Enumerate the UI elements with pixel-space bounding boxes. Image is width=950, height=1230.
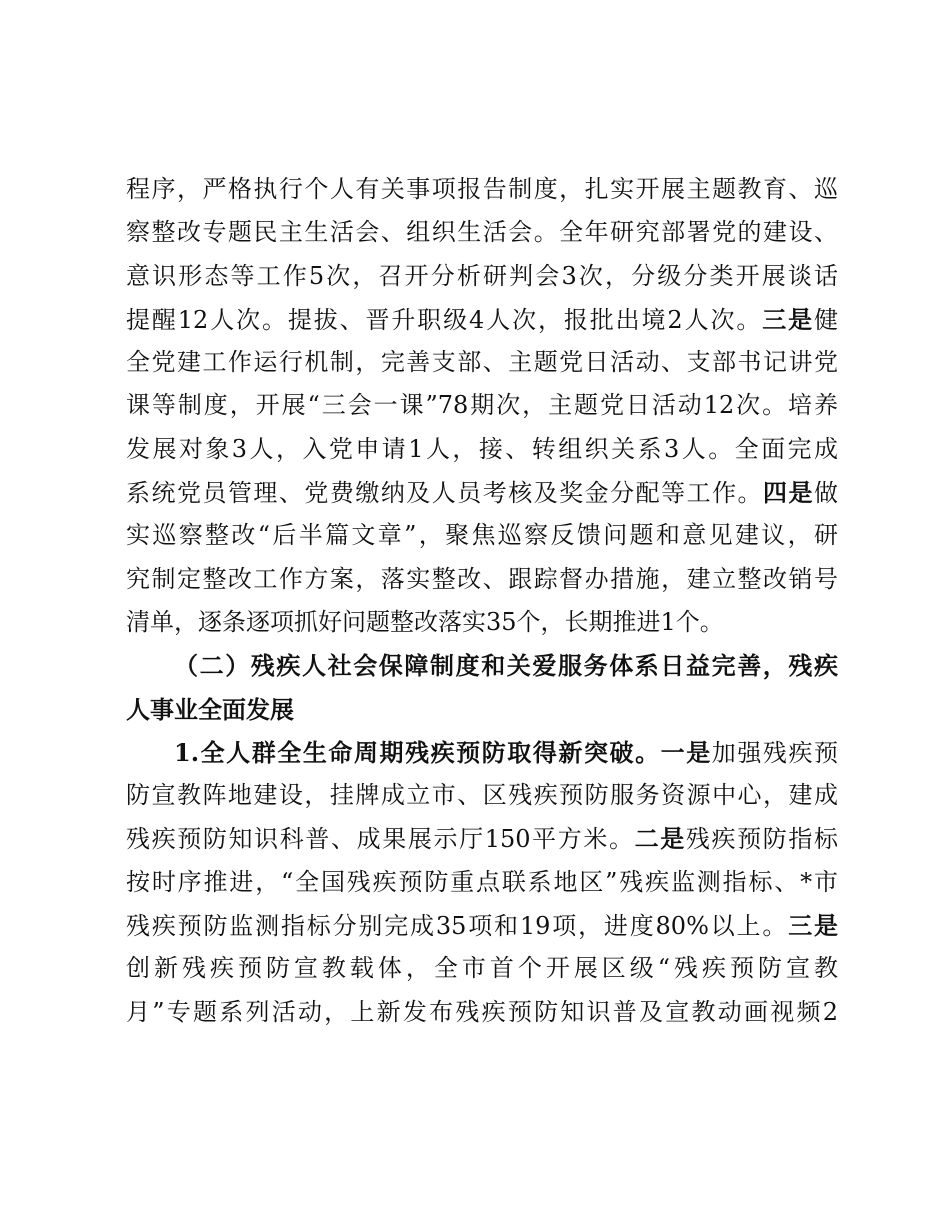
text-run: 究制定整改工作方案，落实整改、跟踪督办措施，建立整改销号 (126, 564, 838, 593)
text-run: 做 (814, 479, 839, 508)
text-run: 察整改专题民主生活会、组织生活会。全年研究部署党的建设、 (126, 218, 838, 247)
text-line (126, 298, 838, 341)
text-run: 意识形态等工作5次，召开分析研判会3次，分级分类开展谈话 (126, 261, 838, 290)
text-line (126, 774, 838, 817)
body-text (126, 168, 838, 1034)
text-run: 系统党员管理、党费缴纳及人员考核及奖金分配等工作。 (126, 479, 764, 508)
text-line (126, 428, 838, 471)
text-line (126, 558, 838, 601)
text-run: 提醒12人次。提拔、晋升职级4人次，报批出境2人次。 (126, 305, 763, 334)
text-run: 创新残疾预防宣教载体，全市首个开展区级“残疾预防宣教 (126, 954, 838, 983)
text-line (126, 817, 838, 860)
text-line (126, 471, 838, 514)
text-line (126, 861, 838, 904)
text-run: 残疾预防指标 (685, 825, 839, 854)
text-run: 实巡察整改“后半篇文章”，聚焦巡察反馈问题和意见建议，研 (126, 521, 838, 550)
bold-text-run: 三是 (762, 304, 815, 334)
text-line (126, 991, 838, 1034)
text-line (126, 514, 838, 557)
text-run: 清单，逐条逐项抓好问题整改落实35个，长期推进1个。 (126, 607, 724, 636)
bold-text-run: 1.全人群全生命周期残疾预防取得新突破。 (174, 737, 661, 767)
bold-text-run: 三是 (788, 911, 839, 941)
text-run: 程序，严格执行个人有关事项报告制度，扎实开展主题教育、巡 (126, 175, 838, 203)
text-run: 发展对象3人，入党申请1人，接、转组织关系3人。全面完成 (126, 434, 838, 463)
bold-text-run: 四是 (763, 478, 815, 508)
bold-text-run: 人事业全面发展 (126, 694, 294, 724)
text-line (126, 211, 838, 254)
text-run: 加强残疾预 (711, 738, 839, 767)
text-run: 残疾预防监测指标分别完成35项和19项，进度80%以上。 (126, 912, 789, 941)
text-run: 健 (814, 305, 839, 334)
text-run: 全党建工作运行机制，完善支部、主题党日活动、支部书记讲党 (126, 348, 838, 377)
text-run: 防宣教阵地建设，挂牌成立市、区残疾预防服务资源中心，建成 (126, 781, 838, 810)
text-line (126, 255, 838, 298)
text-run: 课等制度，开展“三会一课”78期次，主题党日活动12次。培养 (126, 391, 838, 420)
text-run: 按时序推进，“全国残疾预防重点联系地区”残疾监测指标、*市 (126, 867, 838, 896)
text-run: 月”专题系列活动，上新发布残疾预防知识普及宣教动画视频2 (126, 997, 838, 1026)
text-line (126, 384, 838, 427)
text-line (126, 731, 838, 774)
bold-text-run: 二是 (634, 824, 686, 854)
text-line (126, 601, 838, 644)
text-line (126, 904, 838, 947)
bold-text-run: 一是 (660, 737, 712, 767)
text-line (126, 688, 838, 731)
text-run: 残疾预防知识科普、成果展示厅150平方米。 (126, 825, 635, 854)
text-line (126, 644, 838, 687)
text-line (126, 947, 838, 990)
text-line (126, 341, 838, 384)
text-line (126, 168, 838, 211)
bold-text-run: （二）残疾人社会保障制度和关爱服务体系日益完善，残疾 (174, 651, 838, 681)
